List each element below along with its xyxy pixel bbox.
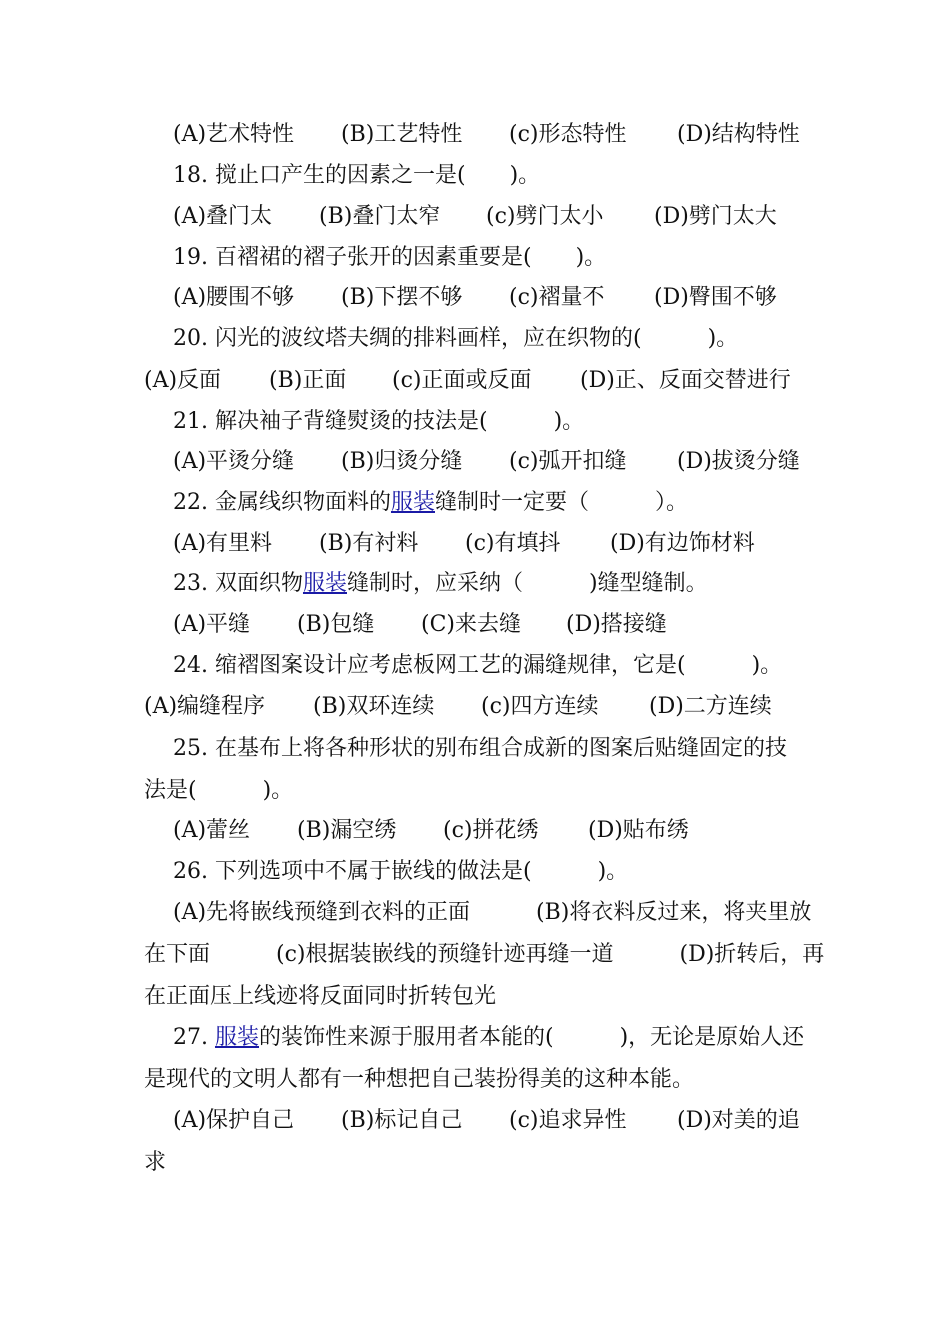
q22-stem bbox=[173, 488, 688, 518]
q26-options-line3: 在正面压上线迹将反面同时折转包光 bbox=[144, 984, 497, 1009]
option-b: (B)双环连续 bbox=[313, 694, 435, 719]
option-c: (c)弧开扣缝 bbox=[509, 449, 627, 474]
option-d: (D)劈门太大 bbox=[654, 204, 777, 229]
q22-options bbox=[0, 529, 950, 559]
q21-options bbox=[0, 447, 950, 477]
option-c: (c)形态特性 bbox=[509, 122, 627, 147]
link-fuzhuang[interactable]: 服装 bbox=[390, 490, 435, 515]
q22-stem-text: 22. 金属线织物面料的 bbox=[173, 490, 391, 515]
option-d: (D)臀围不够 bbox=[654, 285, 777, 310]
q25-stem-line1: 25. 在基布上将各种形状的别布组合成新的图案后贴缝固定的技 bbox=[173, 736, 787, 761]
q24-options bbox=[0, 692, 950, 722]
option-c: (c)拼花绣 bbox=[443, 818, 539, 843]
option-a: (A)编缝程序 bbox=[144, 694, 266, 719]
option-d: (D)结构特性 bbox=[677, 122, 800, 147]
option-a: (A)平缝 bbox=[173, 612, 251, 637]
q19-options bbox=[0, 283, 950, 313]
option-a: (A)艺术特性 bbox=[173, 122, 295, 147]
option-a: (A)保护自己 bbox=[173, 1108, 295, 1133]
q25-options bbox=[0, 816, 950, 846]
q26-options-line1: (A)先将嵌线预缝到衣料的正面 (B)将衣料反过来，将夹里放 bbox=[173, 900, 812, 925]
q18-stem: 18. 搅止口产生的因素之一是( )。 bbox=[173, 163, 541, 188]
option-c: (c)四方连续 bbox=[481, 694, 599, 719]
option-b: (B)漏空绣 bbox=[297, 818, 397, 843]
q27-options bbox=[0, 1106, 950, 1136]
q18-options bbox=[0, 202, 950, 232]
q20-options bbox=[0, 366, 950, 396]
q27-stem bbox=[173, 1023, 804, 1053]
option-a: (A)反面 bbox=[144, 368, 222, 393]
option-d: (D)二方连续 bbox=[649, 694, 772, 719]
option-c: (c)褶量不 bbox=[509, 285, 605, 310]
option-b: (B)标记自己 bbox=[341, 1108, 463, 1133]
option-d: (D)贴布绣 bbox=[588, 818, 689, 843]
q24-stem: 24. 缩褶图案设计应考虑板网工艺的漏缝规律，它是( )。 bbox=[173, 653, 783, 678]
q21-stem: 21. 解决袖子背缝熨烫的技法是( )。 bbox=[173, 409, 585, 434]
q22-stem-text-end: 缝制时一定要（ ）。 bbox=[435, 490, 689, 515]
link-fuzhuang[interactable]: 服装 bbox=[302, 571, 347, 596]
option-a: (A)腰围不够 bbox=[173, 285, 295, 310]
link-fuzhuang[interactable]: 服装 bbox=[214, 1025, 259, 1050]
option-c: (C)来去缝 bbox=[421, 612, 521, 637]
q20-stem: 20. 闪光的波纹塔夫绸的排料画样，应在织物的( )。 bbox=[173, 326, 739, 351]
q27-stem-text: 的装饰性来源于服用者本能的( )，无论是原始人还 bbox=[259, 1025, 805, 1050]
option-c: (c)追求异性 bbox=[509, 1108, 627, 1133]
option-b: (B)叠门太窄 bbox=[319, 204, 441, 229]
option-d: (D)对美的追 bbox=[677, 1108, 800, 1133]
option-b: (B)包缝 bbox=[297, 612, 375, 637]
option-d: (D)搭接缝 bbox=[566, 612, 667, 637]
option-b: (B)正面 bbox=[269, 368, 347, 393]
option-c: (c)正面或反面 bbox=[392, 368, 532, 393]
option-d: (D)正、反面交替进行 bbox=[580, 368, 791, 393]
option-c: (c)劈门太小 bbox=[486, 204, 604, 229]
option-a: (A)有里料 bbox=[173, 531, 273, 556]
option-b: (B)工艺特性 bbox=[341, 122, 463, 147]
option-a: (A)蕾丝 bbox=[173, 818, 251, 843]
option-a: (A)叠门太 bbox=[173, 204, 273, 229]
q26-options-line2: 在下面 (c)根据装嵌线的预缝针迹再缝一道 (D)折转后，再 bbox=[144, 942, 825, 967]
option-b: (B)下摆不够 bbox=[341, 285, 463, 310]
q19-stem: 19. 百褶裙的褶子张开的因素重要是( )。 bbox=[173, 245, 607, 270]
q25-stem-line2: 法是( )。 bbox=[144, 778, 294, 803]
option-b: (B)有衬料 bbox=[319, 531, 419, 556]
q27-stem-number: 27. bbox=[173, 1025, 215, 1050]
option-a: (A)平烫分缝 bbox=[173, 449, 295, 474]
q17-options bbox=[0, 120, 950, 150]
q23-stem bbox=[173, 569, 708, 599]
q23-stem-text: 23. 双面织物 bbox=[173, 571, 303, 596]
q23-stem-text-end: 缝制时，应采纳（ )缝型缝制。 bbox=[347, 571, 708, 596]
option-d: (D)拔烫分缝 bbox=[677, 449, 800, 474]
q27-option-d-wrap: 求 bbox=[144, 1150, 167, 1175]
q26-stem: 26. 下列选项中不属于嵌线的做法是( )。 bbox=[173, 859, 629, 884]
option-d: (D)有边饰材料 bbox=[610, 531, 755, 556]
q23-options bbox=[0, 610, 950, 640]
option-c: (c)有填抖 bbox=[465, 531, 561, 556]
option-b: (B)归烫分缝 bbox=[341, 449, 463, 474]
q27-stem-line2: 是现代的文明人都有一种想把自己装扮得美的这种本能。 bbox=[144, 1067, 695, 1092]
